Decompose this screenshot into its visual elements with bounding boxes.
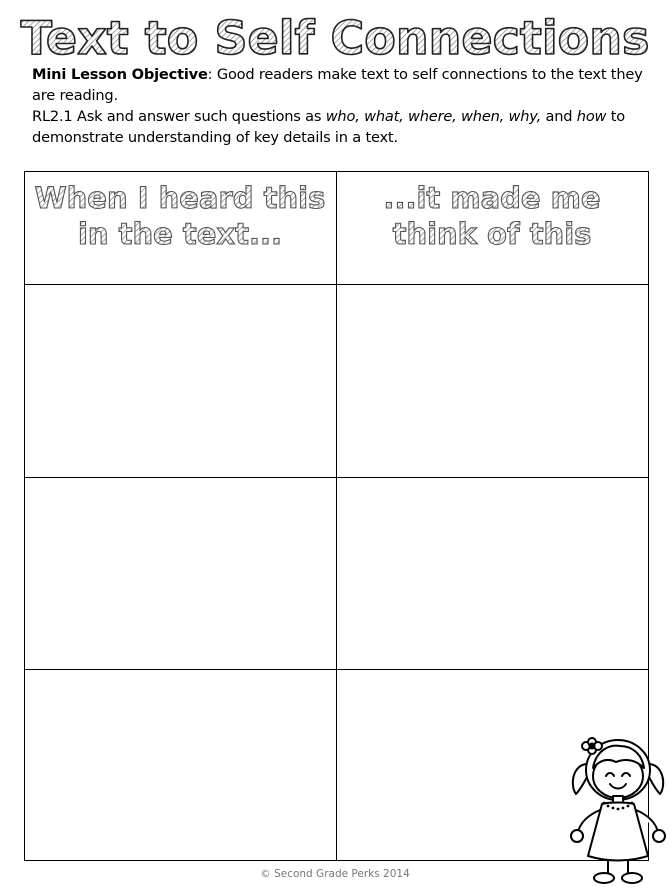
standard-question-words: who, what, where, when, why, [325,108,542,125]
objective-text: Good readers make text to self connections to the text they are reading. [32,66,643,104]
girl-illustration [568,732,668,888]
row-1-think-cell[interactable] [338,285,647,476]
standard-paragraph [32,106,662,148]
connections-table [24,171,649,861]
header-right [337,172,648,284]
standard-prefix: RL2.1 Ask and answer such questions as [32,108,326,125]
copyright-footer: © Second Grade Perks 2014 [260,868,410,880]
standard-suffix: to demonstrate understanding of key details in a text. [32,108,625,146]
standard-mid: and [541,108,577,125]
page-title-text: Text to Self Connections [20,11,650,65]
row-2-heard-cell[interactable] [25,478,335,668]
header-right-line1: ...it made me [383,181,601,215]
lesson-objective [32,64,662,148]
header-left-line2: in the text... [77,217,283,251]
objective-label: Mini Lesson Objective [32,66,208,83]
row-1-heard-cell[interactable] [25,285,335,476]
page-title [0,4,670,68]
girl-clipart-icon [568,732,668,888]
header-right-line2: think of this [392,217,592,251]
row-2-think-cell[interactable] [338,478,647,668]
header-left [25,172,336,284]
row-3-heard-cell[interactable] [25,670,335,859]
standard-how: how [576,108,607,125]
objective-paragraph [32,64,662,106]
objective-colon: : [207,66,213,83]
header-left-line1: When I heard this [34,181,326,215]
